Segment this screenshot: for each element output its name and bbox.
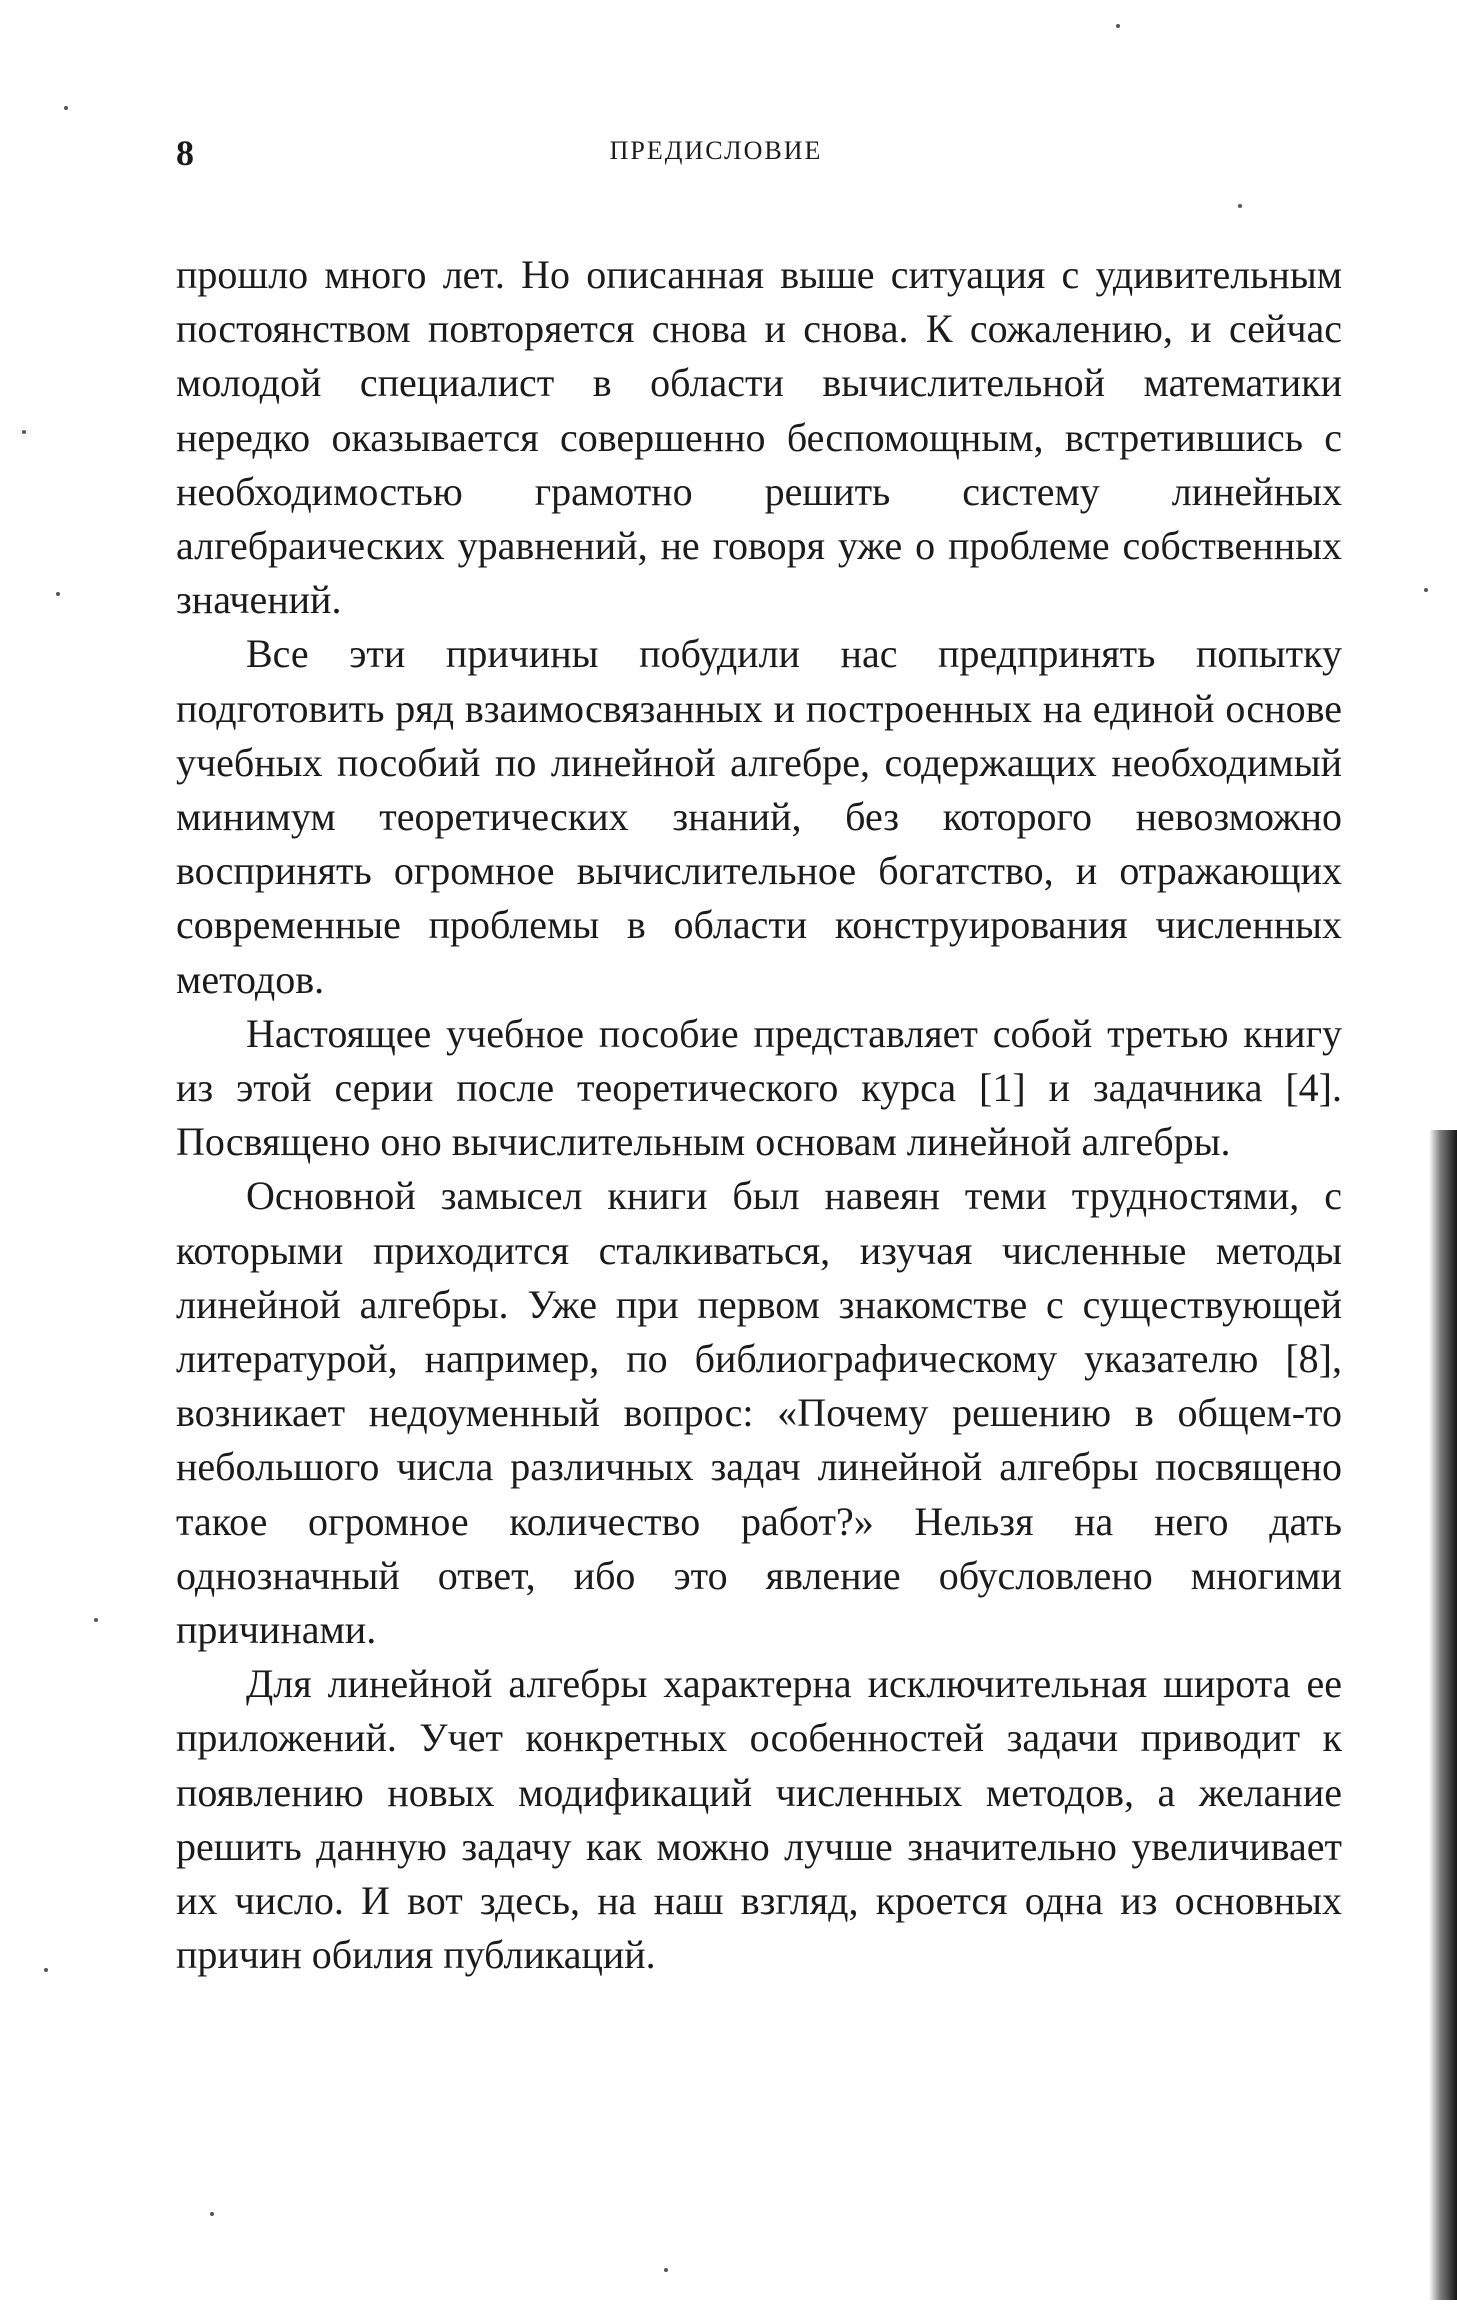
scan-speck [56, 592, 60, 596]
scan-speck [64, 106, 68, 110]
paragraph-applications: Для линейной алгебры характерна исключительная широта ее приложений. Учет конкретных особенностей задачи приводит к появлению новых модификаций численных методов, а желание решить данную задачу как можно лучше значительно увеличивает их число. И вот здесь, на наш взгляд, кроется одна из основных причин обилия публикаций. [176, 1661, 1342, 1978]
scan-speck [94, 1618, 98, 1622]
scan-speck [22, 430, 26, 434]
section-title: ПРЕДИСЛОВИЕ [609, 136, 823, 165]
scan-speck [1116, 24, 1120, 28]
scan-speck [44, 1968, 48, 1972]
body-text [176, 248, 1342, 1983]
scan-speck [1238, 204, 1242, 208]
scan-speck [1424, 588, 1428, 592]
paragraph-book-series: Настоящее учебное пособие представляет собой третью книгу из этой серии после теоретического курса [1] и задачника [4]. Посвящено оно вычислительным основам линейной алгебры. [176, 1010, 1342, 1165]
paragraph-main-idea: Основной замысел книги был навеян теми трудностями, с которыми приходится сталкиваться, изучая численные методы линейной алгебры. Уже при первом знакомстве с существующей литературой, например, по библиографическому указателю [8], возникает недоуменный вопрос: «Почему решению в общем-то небольшого числа различных задач линейной алгебры посвящено такое огромное количество работ?» Нельзя на него дать однозначный ответ, ибо это явление обусловлено многими причинами. [176, 1173, 1342, 1653]
running-head [176, 132, 1256, 180]
scan-speck [210, 2212, 214, 2216]
binding-shadow [1429, 1130, 1457, 2300]
paragraph-motivation: Все эти причины побудили нас предпринять попытку подготовить ряд взаимосвязанных и построенных на единой основе учебных пособий по линейной алгебре, содержащих необходимый минимум теоретических знаний, без которого невозможно воспринять огромное вычислительное богатство, и отражающих современные проблемы в области конструирования численных методов. [176, 631, 1342, 1002]
paragraph-continuation: прошло много лет. Но описанная выше ситуация с удивительным постоянством повторяется снова и снова. К сожалению, и сейчас молодой специалист в области вычислительной математики нередко оказывается совершенно беспомощным, встретившись с необходимостью грамотно решить систему линейных алгебраических уравнений, не говоря уже о проблеме собственных значений. [176, 252, 1342, 623]
scan-speck [664, 2268, 668, 2272]
page-number: 8 [176, 133, 194, 173]
